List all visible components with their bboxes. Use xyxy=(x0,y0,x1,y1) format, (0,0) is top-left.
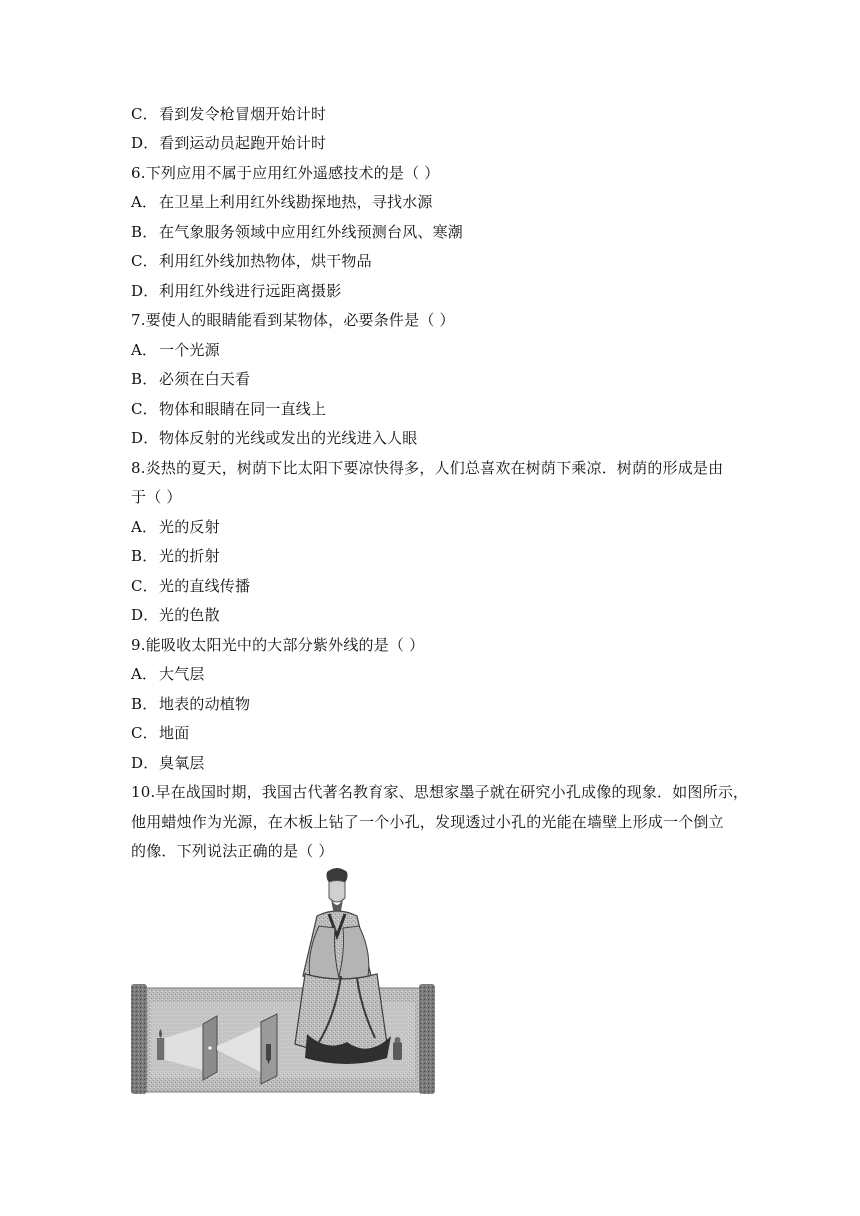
option-text: 地面 xyxy=(159,724,190,742)
option-text: 光的直线传播 xyxy=(159,577,251,595)
q7-option-d xyxy=(131,428,417,448)
option-letter: A． xyxy=(131,193,158,211)
option-letter: D． xyxy=(131,429,159,447)
q6-option-b xyxy=(131,222,463,242)
q8-option-c xyxy=(131,576,250,596)
option-text: 光的反射 xyxy=(159,518,220,536)
option-letter: B． xyxy=(131,223,158,241)
mozi-pinhole-illustration xyxy=(131,866,435,1094)
option-letter: C． xyxy=(131,724,158,742)
option-text: 大气层 xyxy=(159,665,205,683)
q5-option-c xyxy=(131,104,326,124)
q9-stem: 9.能吸收太阳光中的大部分紫外线的是（ ） xyxy=(131,636,425,654)
option-letter: B． xyxy=(131,547,158,565)
q8-option-b xyxy=(131,546,220,566)
q8-stem-line-2: 于（ ） xyxy=(131,488,182,506)
option-text: 必须在白天看 xyxy=(159,370,251,388)
q7-option-c xyxy=(131,399,326,419)
option-letter: D． xyxy=(131,282,159,300)
option-text: 光的折射 xyxy=(159,547,220,565)
q6-option-c xyxy=(131,251,372,271)
option-letter: A． xyxy=(131,665,158,683)
q8-stem-line-1: 8.炎热的夏天，树荫下比太阳下要凉快得多，人们总喜欢在树荫下乘凉．树荫的形成是由 xyxy=(131,459,724,477)
option-text: 在气象服务领域中应用红外线预测台风、寒潮 xyxy=(159,223,464,241)
q10-stem-line-3: 的像．下列说法正确的是（ ） xyxy=(131,842,334,860)
option-letter: A． xyxy=(131,341,158,359)
q9-option-c xyxy=(131,723,189,743)
option-text: 物体反射的光线或发出的光线进入人眼 xyxy=(159,429,418,447)
option-text: 看到运动员起跑开始计时 xyxy=(159,134,327,152)
q9-option-d xyxy=(131,753,205,773)
mozi-pinhole-illustration-icon xyxy=(131,866,435,1094)
mozi-figure xyxy=(295,868,391,1064)
q10-stem-line-2: 他用蜡烛作为光源，在木板上钻了一个小孔，发现透过小孔的光能在墙壁上形成一个倒立 xyxy=(131,813,724,831)
option-text: 地表的动植物 xyxy=(159,695,251,713)
q6-option-d xyxy=(131,281,341,301)
option-text: 物体和眼睛在同一直线上 xyxy=(159,400,327,418)
q8-option-a xyxy=(131,517,220,537)
option-letter: C． xyxy=(131,577,158,595)
option-letter: A． xyxy=(131,518,158,536)
option-letter: D． xyxy=(131,754,159,772)
q9-option-b xyxy=(131,694,250,714)
q7-stem: 7.要使人的眼睛能看到某物体，必要条件是（ ） xyxy=(131,311,455,329)
option-letter: B． xyxy=(131,370,158,388)
q6-stem: 6.下列应用不属于应用红外遥感技术的是（ ） xyxy=(131,164,440,182)
option-text: 利用红外线加热物体，烘干物品 xyxy=(159,252,372,270)
option-letter: D． xyxy=(131,134,159,152)
option-letter: D． xyxy=(131,606,159,624)
q5-option-d xyxy=(131,133,326,153)
q8-option-d xyxy=(131,605,220,625)
q6-option-a xyxy=(131,192,433,212)
option-text: 在卫星上利用红外线勘探地热，寻找水源 xyxy=(159,193,433,211)
option-letter: C． xyxy=(131,252,158,270)
q9-option-a xyxy=(131,664,205,684)
option-text: 一个光源 xyxy=(159,341,220,359)
q10-stem-line-1: 10.早在战国时期，我国古代著名教育家、思想家墨子就在研究小孔成像的现象．如图所示， xyxy=(131,783,749,801)
option-text: 利用红外线进行远距离摄影 xyxy=(159,282,342,300)
q7-option-a xyxy=(131,340,220,360)
option-text: 光的色散 xyxy=(159,606,220,624)
option-letter: B． xyxy=(131,695,158,713)
q7-option-b xyxy=(131,369,250,389)
option-text: 看到发令枪冒烟开始计时 xyxy=(159,105,327,123)
option-text: 臭氧层 xyxy=(159,754,205,772)
option-letter: C． xyxy=(131,400,158,418)
option-letter: C． xyxy=(131,105,158,123)
